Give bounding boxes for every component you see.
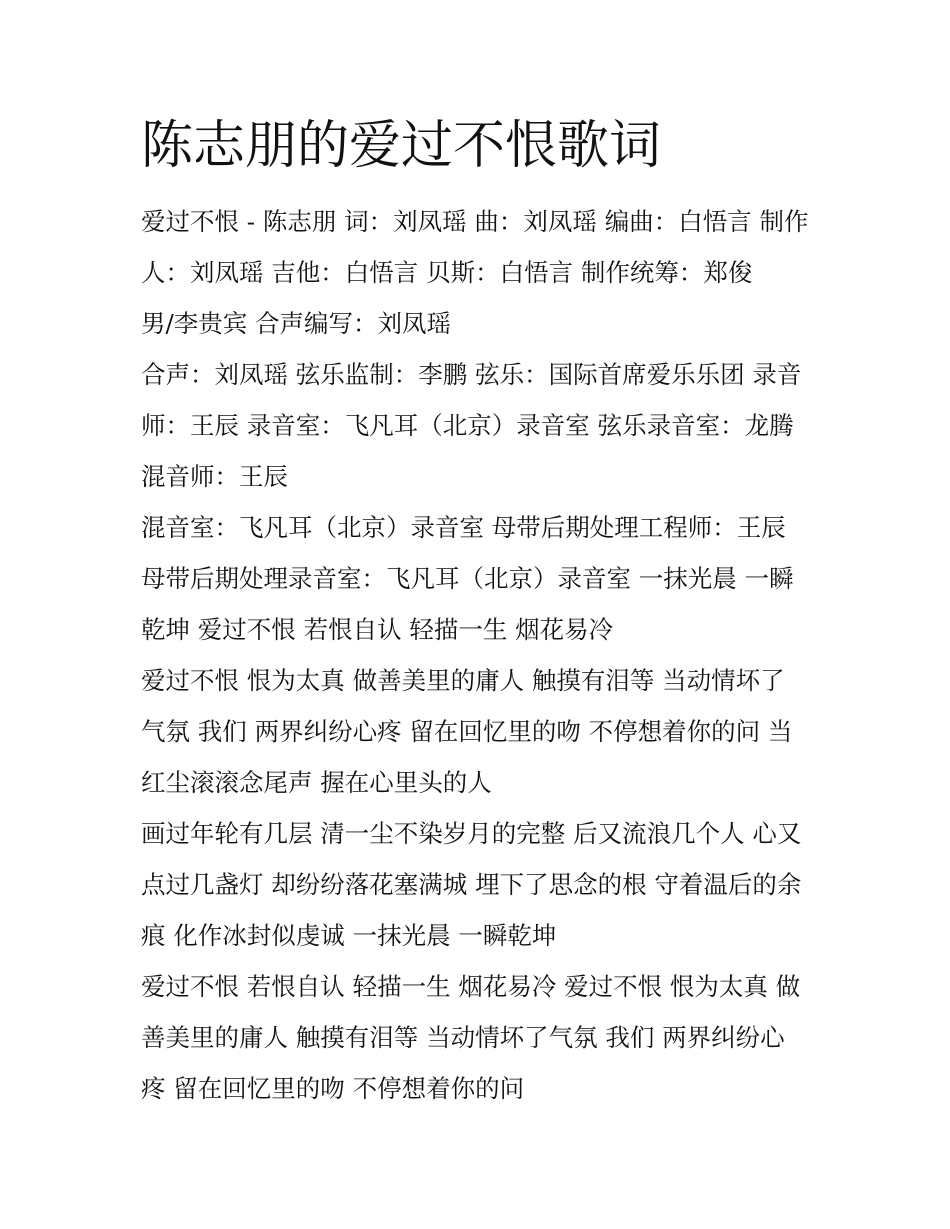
lyrics-paragraph: 爱过不恨 恨为太真 做善美里的庸人 触摸有泪等 当动情坏了 气氛 我们 两界纠纷心疼 留在回忆里的吻 不停想着你的问 当 红尘滚滚念尾声 握在心里头的人 — [141, 666, 793, 797]
lyrics-paragraph: 混音室：飞凡耳（北京）录音室 母带后期处理工程师：王辰 母带后期处理录音室：飞凡耳（北京）录音室 一抹光晨 一瞬 乾坤 爱过不恨 若恨自认 轻描一生 烟花易冷 — [141, 513, 794, 644]
lyrics-paragraph: 画过年轮有几层 清一尘不染岁月的完整 后又流浪几个人 心又 点过几盏灯 却纷纷落花塞满城 埋下了思念的根 守着温后的余 痕 化作冰封似虔诚 一抹光晨 一瞬乾坤 — [141, 819, 802, 950]
lyrics-body — [141, 196, 821, 1114]
lyrics-paragraph: 合声：刘凤瑶 弦乐监制：李鹏 弦乐：国际首席爱乐乐团 录音 师：王辰 录音室：飞凡耳（北京）录音室 弦乐录音室：龙腾 混音师：王辰 — [141, 360, 802, 491]
page-title: 陈志朋的爱过不恨歌词 — [141, 116, 662, 176]
lyrics-paragraph: 爱过不恨 - 陈志朋 词：刘凤瑶 曲：刘凤瑶 编曲：白悟言 制作 人：刘凤瑶 吉他：白悟言 贝斯：白悟言 制作统筹：郑俊 男/李贵宾 合声编写：刘凤瑶 — [141, 207, 809, 338]
lyrics-paragraph: 爱过不恨 若恨自认 轻描一生 烟花易冷 爱过不恨 恨为太真 做 善美里的庸人 触摸有泪等 当动情坏了气氛 我们 两界纠纷心 疼 留在回忆里的吻 不停想着你的问 — [141, 972, 801, 1103]
